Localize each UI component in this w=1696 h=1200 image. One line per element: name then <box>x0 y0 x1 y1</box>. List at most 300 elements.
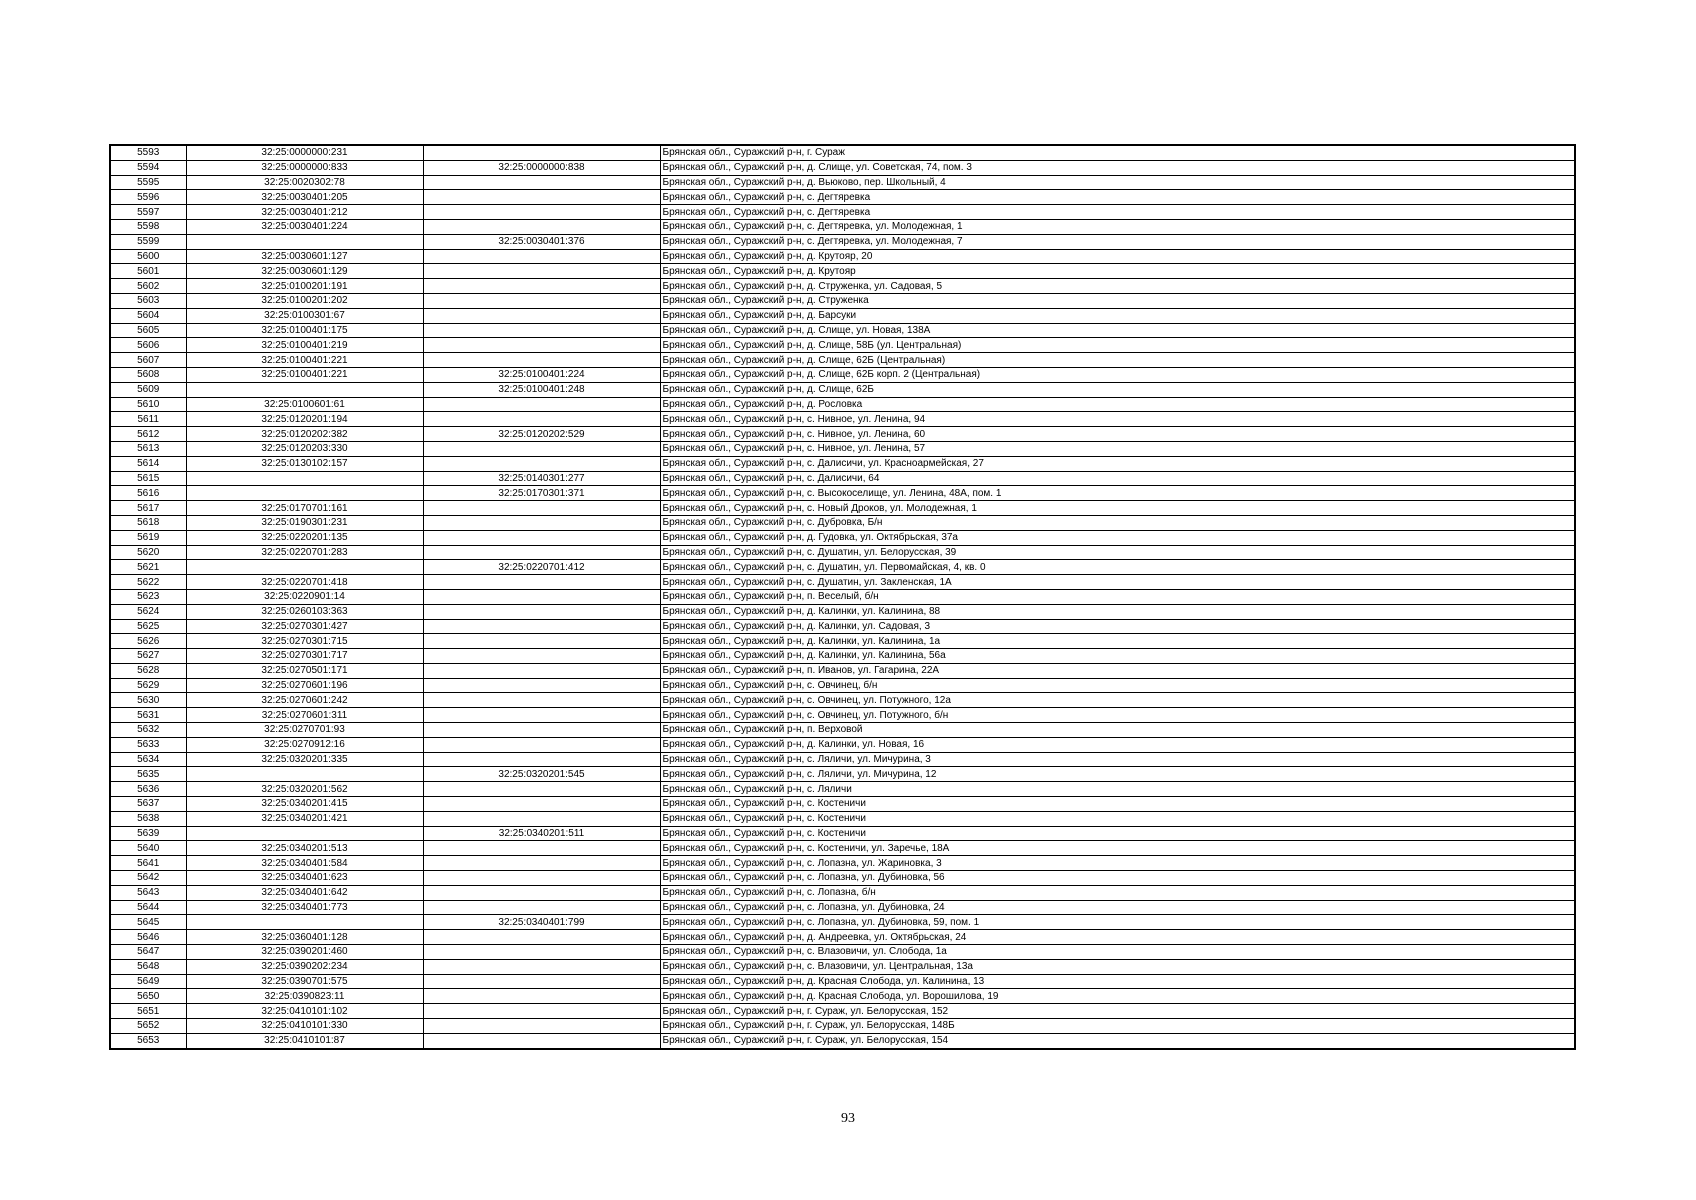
land-cadastral-cell: 32:25:0260103:363 <box>186 604 423 619</box>
table-row <box>110 693 1575 708</box>
row-number-cell: 5632 <box>110 723 186 738</box>
table-row <box>110 486 1575 501</box>
address-cell: Брянская обл., Суражский р-н, с. Нивное, ул. Ленина, 60 <box>660 427 1575 442</box>
table-row <box>110 441 1575 456</box>
table-row <box>110 767 1575 782</box>
table-row <box>110 367 1575 382</box>
address-cell: Брянская обл., Суражский р-н, д. Крутояр <box>660 264 1575 279</box>
land-cadastral-cell: 32:25:0120201:194 <box>186 412 423 427</box>
property-registry-table <box>109 144 1576 1050</box>
row-number-cell: 5610 <box>110 397 186 412</box>
building-cadastral-cell <box>423 279 660 294</box>
table-row <box>110 782 1575 797</box>
row-number-cell: 5650 <box>110 989 186 1004</box>
table-row <box>110 974 1575 989</box>
land-cadastral-cell: 32:25:0320201:335 <box>186 752 423 767</box>
land-cadastral-cell: 32:25:0100401:221 <box>186 353 423 368</box>
building-cadastral-cell: 32:25:0100401:248 <box>423 382 660 397</box>
land-cadastral-cell <box>186 382 423 397</box>
land-cadastral-cell: 32:25:0270501:171 <box>186 663 423 678</box>
table-row <box>110 737 1575 752</box>
row-number-cell: 5596 <box>110 190 186 205</box>
row-number-cell: 5624 <box>110 604 186 619</box>
land-cadastral-cell: 32:25:0410101:87 <box>186 1033 423 1048</box>
address-cell: Брянская обл., Суражский р-н, д. Андреевка, ул. Октябрьская, 24 <box>660 930 1575 945</box>
row-number-cell: 5639 <box>110 826 186 841</box>
address-cell: Брянская обл., Суражский р-н, с. Костеничи <box>660 826 1575 841</box>
land-cadastral-cell <box>186 560 423 575</box>
table-row <box>110 575 1575 590</box>
building-cadastral-cell <box>423 264 660 279</box>
address-cell: Брянская обл., Суражский р-н, с. Влазовичи, ул. Центральная, 13а <box>660 959 1575 974</box>
building-cadastral-cell <box>423 678 660 693</box>
land-cadastral-cell: 32:25:0340401:584 <box>186 856 423 871</box>
building-cadastral-cell <box>423 974 660 989</box>
building-cadastral-cell: 32:25:0320201:545 <box>423 767 660 782</box>
address-cell: Брянская обл., Суражский р-н, д. Струженка <box>660 293 1575 308</box>
building-cadastral-cell <box>423 841 660 856</box>
row-number-cell: 5611 <box>110 412 186 427</box>
address-cell: Брянская обл., Суражский р-н, д. Вьюково, пер. Школьный, 4 <box>660 175 1575 190</box>
table-row <box>110 249 1575 264</box>
land-cadastral-cell: 32:25:0390202:234 <box>186 959 423 974</box>
row-number-cell: 5623 <box>110 589 186 604</box>
address-cell: Брянская обл., Суражский р-н, с. Овчинец, ул. Потужного, б/н <box>660 708 1575 723</box>
table-row <box>110 338 1575 353</box>
building-cadastral-cell <box>423 900 660 915</box>
row-number-cell: 5629 <box>110 678 186 693</box>
row-number-cell: 5618 <box>110 515 186 530</box>
table-row <box>110 708 1575 723</box>
address-cell: Брянская обл., Суражский р-н, д. Струженка, ул. Садовая, 5 <box>660 279 1575 294</box>
land-cadastral-cell: 32:25:0410101:102 <box>186 1004 423 1019</box>
address-cell: Брянская обл., Суражский р-н, п. Веселый, б/н <box>660 589 1575 604</box>
row-number-cell: 5648 <box>110 959 186 974</box>
address-cell: Брянская обл., Суражский р-н, с. Нивное, ул. Ленина, 57 <box>660 441 1575 456</box>
address-cell: Брянская обл., Суражский р-н, д. Калинки, ул. Калинина, 1а <box>660 634 1575 649</box>
row-number-cell: 5613 <box>110 441 186 456</box>
address-cell: Брянская обл., Суражский р-н, д. Гудовка, ул. Октябрьская, 37а <box>660 530 1575 545</box>
building-cadastral-cell <box>423 797 660 812</box>
address-cell: Брянская обл., Суражский р-н, с. Ляличи, ул. Мичурина, 12 <box>660 767 1575 782</box>
address-cell: Брянская обл., Суражский р-н, с. Дегтяревка <box>660 205 1575 220</box>
row-number-cell: 5608 <box>110 367 186 382</box>
row-number-cell: 5633 <box>110 737 186 752</box>
row-number-cell: 5644 <box>110 900 186 915</box>
row-number-cell: 5631 <box>110 708 186 723</box>
land-cadastral-cell: 32:25:0000000:231 <box>186 145 423 160</box>
address-cell: Брянская обл., Суражский р-н, с. Лопазна, ул. Жариновка, 3 <box>660 856 1575 871</box>
land-cadastral-cell: 32:25:0340401:623 <box>186 871 423 886</box>
address-cell: Брянская обл., Суражский р-н, д. Слище, 62Б (Центральная) <box>660 353 1575 368</box>
table-row <box>110 145 1575 160</box>
land-cadastral-cell: 32:25:0390201:460 <box>186 945 423 960</box>
land-cadastral-cell: 32:25:0130102:157 <box>186 456 423 471</box>
building-cadastral-cell <box>423 205 660 220</box>
row-number-cell: 5597 <box>110 205 186 220</box>
address-cell: Брянская обл., Суражский р-н, д. Слище, ул. Новая, 138А <box>660 323 1575 338</box>
land-cadastral-cell: 32:25:0190301:231 <box>186 515 423 530</box>
address-cell: Брянская обл., Суражский р-н, с. Душатин, ул. Белорусская, 39 <box>660 545 1575 560</box>
address-cell: Брянская обл., Суражский р-н, с. Душатин, ул. Первомайская, 4, кв. 0 <box>660 560 1575 575</box>
table-row <box>110 190 1575 205</box>
building-cadastral-cell <box>423 856 660 871</box>
row-number-cell: 5651 <box>110 1004 186 1019</box>
table-row <box>110 219 1575 234</box>
building-cadastral-cell <box>423 708 660 723</box>
building-cadastral-cell <box>423 959 660 974</box>
row-number-cell: 5604 <box>110 308 186 323</box>
land-cadastral-cell: 32:25:0320201:562 <box>186 782 423 797</box>
row-number-cell: 5640 <box>110 841 186 856</box>
row-number-cell: 5627 <box>110 649 186 664</box>
land-cadastral-cell: 32:25:0100401:175 <box>186 323 423 338</box>
address-cell: Брянская обл., Суражский р-н, д. Слище, 62Б <box>660 382 1575 397</box>
address-cell: Брянская обл., Суражский р-н, г. Сураж <box>660 145 1575 160</box>
address-cell: Брянская обл., Суражский р-н, с. Нивное, ул. Ленина, 94 <box>660 412 1575 427</box>
row-number-cell: 5638 <box>110 811 186 826</box>
land-cadastral-cell: 32:25:0100401:221 <box>186 367 423 382</box>
land-cadastral-cell: 32:25:0100401:219 <box>186 338 423 353</box>
land-cadastral-cell: 32:25:0270701:93 <box>186 723 423 738</box>
address-cell: Брянская обл., Суражский р-н, д. Красная Слобода, ул. Калинина, 13 <box>660 974 1575 989</box>
land-cadastral-cell: 32:25:0030401:212 <box>186 205 423 220</box>
address-cell: Брянская обл., Суражский р-н, с. Душатин, ул. Закленская, 1А <box>660 575 1575 590</box>
building-cadastral-cell: 32:25:0340401:799 <box>423 915 660 930</box>
building-cadastral-cell: 32:25:0000000:838 <box>423 160 660 175</box>
row-number-cell: 5647 <box>110 945 186 960</box>
row-number-cell: 5606 <box>110 338 186 353</box>
land-cadastral-cell: 32:25:0270301:427 <box>186 619 423 634</box>
land-cadastral-cell: 32:25:0390701:575 <box>186 974 423 989</box>
row-number-cell: 5652 <box>110 1019 186 1034</box>
table-row <box>110 945 1575 960</box>
address-cell: Брянская обл., Суражский р-н, с. Высокоселище, ул. Ленина, 48А, пом. 1 <box>660 486 1575 501</box>
address-cell: Брянская обл., Суражский р-н, с. Ляличи <box>660 782 1575 797</box>
table-row <box>110 293 1575 308</box>
land-cadastral-cell: 32:25:0340401:642 <box>186 885 423 900</box>
land-cadastral-cell: 32:25:0100301:67 <box>186 308 423 323</box>
land-cadastral-cell: 32:25:0220701:283 <box>186 545 423 560</box>
land-cadastral-cell: 32:25:0220901:14 <box>186 589 423 604</box>
building-cadastral-cell <box>423 930 660 945</box>
address-cell: Брянская обл., Суражский р-н, с. Далисичи, ул. Красноармейская, 27 <box>660 456 1575 471</box>
address-cell: Брянская обл., Суражский р-н, с. Лопазна, ул. Дубиновка, 56 <box>660 871 1575 886</box>
building-cadastral-cell <box>423 145 660 160</box>
address-cell: Брянская обл., Суражский р-н, с. Далисичи, 64 <box>660 471 1575 486</box>
building-cadastral-cell <box>423 575 660 590</box>
table-row <box>110 604 1575 619</box>
table-row <box>110 323 1575 338</box>
building-cadastral-cell <box>423 989 660 1004</box>
land-cadastral-cell <box>186 471 423 486</box>
address-cell: Брянская обл., Суражский р-н, с. Костеничи <box>660 797 1575 812</box>
table-row <box>110 501 1575 516</box>
address-cell: Брянская обл., Суражский р-н, с. Новый Дроков, ул. Молодежная, 1 <box>660 501 1575 516</box>
table-row <box>110 175 1575 190</box>
land-cadastral-cell: 32:25:0270601:242 <box>186 693 423 708</box>
address-cell: Брянская обл., Суражский р-н, д. Рословка <box>660 397 1575 412</box>
address-cell: Брянская обл., Суражский р-н, д. Калинки, ул. Калинина, 88 <box>660 604 1575 619</box>
building-cadastral-cell <box>423 412 660 427</box>
building-cadastral-cell <box>423 619 660 634</box>
building-cadastral-cell <box>423 693 660 708</box>
row-number-cell: 5593 <box>110 145 186 160</box>
table-row <box>110 841 1575 856</box>
row-number-cell: 5615 <box>110 471 186 486</box>
table-row <box>110 234 1575 249</box>
land-cadastral-cell: 32:25:0120203:330 <box>186 441 423 456</box>
row-number-cell: 5595 <box>110 175 186 190</box>
table-row <box>110 412 1575 427</box>
address-cell: Брянская обл., Суражский р-н, с. Костеничи, ул. Заречье, 18А <box>660 841 1575 856</box>
building-cadastral-cell <box>423 175 660 190</box>
table-row <box>110 589 1575 604</box>
table-row <box>110 678 1575 693</box>
land-cadastral-cell <box>186 915 423 930</box>
building-cadastral-cell <box>423 456 660 471</box>
table-row <box>110 471 1575 486</box>
building-cadastral-cell <box>423 530 660 545</box>
building-cadastral-cell <box>423 737 660 752</box>
building-cadastral-cell <box>423 353 660 368</box>
address-cell: Брянская обл., Суражский р-н, с. Дубровка, Б/н <box>660 515 1575 530</box>
table-row <box>110 427 1575 442</box>
table-row <box>110 1033 1575 1048</box>
building-cadastral-cell <box>423 1033 660 1048</box>
building-cadastral-cell <box>423 871 660 886</box>
address-cell: Брянская обл., Суражский р-н, с. Овчинец, ул. Потужного, 12а <box>660 693 1575 708</box>
building-cadastral-cell <box>423 190 660 205</box>
row-number-cell: 5646 <box>110 930 186 945</box>
land-cadastral-cell <box>186 826 423 841</box>
table-row <box>110 856 1575 871</box>
row-number-cell: 5628 <box>110 663 186 678</box>
building-cadastral-cell <box>423 663 660 678</box>
address-cell: Брянская обл., Суражский р-н, с. Дегтяревка, ул. Молодежная, 7 <box>660 234 1575 249</box>
row-number-cell: 5645 <box>110 915 186 930</box>
table-row <box>110 308 1575 323</box>
address-cell: Брянская обл., Суражский р-н, с. Дегтяревка, ул. Молодежная, 1 <box>660 219 1575 234</box>
address-cell: Брянская обл., Суражский р-н, с. Лопазна, ул. Дубиновка, 24 <box>660 900 1575 915</box>
land-cadastral-cell <box>186 234 423 249</box>
table-row <box>110 264 1575 279</box>
land-cadastral-cell: 32:25:0270601:311 <box>186 708 423 723</box>
row-number-cell: 5605 <box>110 323 186 338</box>
address-cell: Брянская обл., Суражский р-н, д. Слище, ул. Советская, 74, пом. 3 <box>660 160 1575 175</box>
land-cadastral-cell <box>186 767 423 782</box>
row-number-cell: 5630 <box>110 693 186 708</box>
building-cadastral-cell <box>423 604 660 619</box>
building-cadastral-cell: 32:25:0030401:376 <box>423 234 660 249</box>
land-cadastral-cell: 32:25:0030401:205 <box>186 190 423 205</box>
row-number-cell: 5643 <box>110 885 186 900</box>
land-cadastral-cell: 32:25:0020302:78 <box>186 175 423 190</box>
table-row <box>110 456 1575 471</box>
address-cell: Брянская обл., Суражский р-н, д. Слище, 58Б (ул. Центральная) <box>660 338 1575 353</box>
row-number-cell: 5614 <box>110 456 186 471</box>
address-cell: Брянская обл., Суражский р-н, с. Овчинец, б/н <box>660 678 1575 693</box>
land-cadastral-cell: 32:25:0170701:161 <box>186 501 423 516</box>
table-row <box>110 959 1575 974</box>
registry-body <box>110 145 1575 1049</box>
land-cadastral-cell: 32:25:0030601:127 <box>186 249 423 264</box>
row-number-cell: 5616 <box>110 486 186 501</box>
building-cadastral-cell <box>423 811 660 826</box>
building-cadastral-cell <box>423 634 660 649</box>
address-cell: Брянская обл., Суражский р-н, с. Влазовичи, ул. Слобода, 1а <box>660 945 1575 960</box>
building-cadastral-cell <box>423 589 660 604</box>
table-row <box>110 515 1575 530</box>
land-cadastral-cell: 32:25:0030601:129 <box>186 264 423 279</box>
page-number: 93 <box>841 1111 855 1126</box>
building-cadastral-cell <box>423 441 660 456</box>
table-row <box>110 545 1575 560</box>
table-row <box>110 930 1575 945</box>
building-cadastral-cell <box>423 308 660 323</box>
table-row <box>110 397 1575 412</box>
table-row <box>110 989 1575 1004</box>
building-cadastral-cell <box>423 249 660 264</box>
row-number-cell: 5600 <box>110 249 186 264</box>
building-cadastral-cell <box>423 752 660 767</box>
building-cadastral-cell <box>423 945 660 960</box>
row-number-cell: 5598 <box>110 219 186 234</box>
table-row <box>110 160 1575 175</box>
address-cell: Брянская обл., Суражский р-н, д. Красная Слобода, ул. Ворошилова, 19 <box>660 989 1575 1004</box>
row-number-cell: 5622 <box>110 575 186 590</box>
building-cadastral-cell <box>423 323 660 338</box>
building-cadastral-cell <box>423 723 660 738</box>
building-cadastral-cell: 32:25:0220701:412 <box>423 560 660 575</box>
row-number-cell: 5599 <box>110 234 186 249</box>
address-cell: Брянская обл., Суражский р-н, с. Костеничи <box>660 811 1575 826</box>
address-cell: Брянская обл., Суражский р-н, г. Сураж, ул. Белорусская, 154 <box>660 1033 1575 1048</box>
land-cadastral-cell: 32:25:0360401:128 <box>186 930 423 945</box>
row-number-cell: 5621 <box>110 560 186 575</box>
table-row <box>110 619 1575 634</box>
land-cadastral-cell: 32:25:0270301:717 <box>186 649 423 664</box>
row-number-cell: 5626 <box>110 634 186 649</box>
building-cadastral-cell <box>423 219 660 234</box>
address-cell: Брянская обл., Суражский р-н, с. Лопазна, б/н <box>660 885 1575 900</box>
row-number-cell: 5641 <box>110 856 186 871</box>
table-row <box>110 826 1575 841</box>
land-cadastral-cell <box>186 486 423 501</box>
land-cadastral-cell: 32:25:0270601:196 <box>186 678 423 693</box>
address-cell: Брянская обл., Суражский р-н, г. Сураж, ул. Белорусская, 148Б <box>660 1019 1575 1034</box>
land-cadastral-cell: 32:25:0390823:11 <box>186 989 423 1004</box>
row-number-cell: 5625 <box>110 619 186 634</box>
land-cadastral-cell: 32:25:0340201:421 <box>186 811 423 826</box>
building-cadastral-cell <box>423 1004 660 1019</box>
row-number-cell: 5609 <box>110 382 186 397</box>
row-number-cell: 5601 <box>110 264 186 279</box>
land-cadastral-cell: 32:25:0340201:513 <box>186 841 423 856</box>
row-number-cell: 5612 <box>110 427 186 442</box>
row-number-cell: 5619 <box>110 530 186 545</box>
row-number-cell: 5649 <box>110 974 186 989</box>
table-row <box>110 752 1575 767</box>
table-row <box>110 205 1575 220</box>
table-row <box>110 1004 1575 1019</box>
building-cadastral-cell <box>423 397 660 412</box>
land-cadastral-cell: 32:25:0220701:418 <box>186 575 423 590</box>
row-number-cell: 5617 <box>110 501 186 516</box>
row-number-cell: 5642 <box>110 871 186 886</box>
address-cell: Брянская обл., Суражский р-н, с. Ляличи, ул. Мичурина, 3 <box>660 752 1575 767</box>
building-cadastral-cell <box>423 293 660 308</box>
table-row <box>110 885 1575 900</box>
address-cell: Брянская обл., Суражский р-н, д. Слище, 62Б корп. 2 (Центральная) <box>660 367 1575 382</box>
row-number-cell: 5635 <box>110 767 186 782</box>
row-number-cell: 5653 <box>110 1033 186 1048</box>
table-row <box>110 811 1575 826</box>
table-row <box>110 871 1575 886</box>
row-number-cell: 5620 <box>110 545 186 560</box>
row-number-cell: 5602 <box>110 279 186 294</box>
address-cell: Брянская обл., Суражский р-н, п. Верховой <box>660 723 1575 738</box>
building-cadastral-cell <box>423 545 660 560</box>
building-cadastral-cell: 32:25:0100401:224 <box>423 367 660 382</box>
land-cadastral-cell: 32:25:0120202:382 <box>186 427 423 442</box>
land-cadastral-cell: 32:25:0030401:224 <box>186 219 423 234</box>
row-number-cell: 5594 <box>110 160 186 175</box>
building-cadastral-cell <box>423 885 660 900</box>
table-row <box>110 797 1575 812</box>
table-row <box>110 649 1575 664</box>
row-number-cell: 5603 <box>110 293 186 308</box>
land-cadastral-cell: 32:25:0220201:135 <box>186 530 423 545</box>
building-cadastral-cell <box>423 501 660 516</box>
row-number-cell: 5634 <box>110 752 186 767</box>
row-number-cell: 5637 <box>110 797 186 812</box>
land-cadastral-cell: 32:25:0340201:415 <box>186 797 423 812</box>
table-row <box>110 723 1575 738</box>
table-row <box>110 663 1575 678</box>
building-cadastral-cell <box>423 782 660 797</box>
table-row <box>110 1019 1575 1034</box>
address-cell: Брянская обл., Суражский р-н, п. Иванов, ул. Гагарина, 22А <box>660 663 1575 678</box>
address-cell: Брянская обл., Суражский р-н, д. Калинки, ул. Калинина, 56а <box>660 649 1575 664</box>
building-cadastral-cell: 32:25:0120202:529 <box>423 427 660 442</box>
building-cadastral-cell <box>423 1019 660 1034</box>
land-cadastral-cell: 32:25:0270301:715 <box>186 634 423 649</box>
land-cadastral-cell: 32:25:0000000:833 <box>186 160 423 175</box>
address-cell: Брянская обл., Суражский р-н, с. Лопазна, ул. Дубиновка, 59, пом. 1 <box>660 915 1575 930</box>
address-cell: Брянская обл., Суражский р-н, д. Барсуки <box>660 308 1575 323</box>
address-cell: Брянская обл., Суражский р-н, д. Калинки, ул. Садовая, 3 <box>660 619 1575 634</box>
table-row <box>110 530 1575 545</box>
table-row <box>110 382 1575 397</box>
address-cell: Брянская обл., Суражский р-н, д. Крутояр, 20 <box>660 249 1575 264</box>
table-row <box>110 634 1575 649</box>
table-row <box>110 279 1575 294</box>
land-cadastral-cell: 32:25:0100201:191 <box>186 279 423 294</box>
table-row <box>110 915 1575 930</box>
address-cell: Брянская обл., Суражский р-н, г. Сураж, ул. Белорусская, 152 <box>660 1004 1575 1019</box>
table-row <box>110 353 1575 368</box>
building-cadastral-cell <box>423 649 660 664</box>
land-cadastral-cell: 32:25:0340401:773 <box>186 900 423 915</box>
building-cadastral-cell: 32:25:0140301:277 <box>423 471 660 486</box>
building-cadastral-cell <box>423 515 660 530</box>
building-cadastral-cell <box>423 338 660 353</box>
land-cadastral-cell: 32:25:0100201:202 <box>186 293 423 308</box>
land-cadastral-cell: 32:25:0270912:16 <box>186 737 423 752</box>
table-row <box>110 900 1575 915</box>
address-cell: Брянская обл., Суражский р-н, с. Дегтяревка <box>660 190 1575 205</box>
